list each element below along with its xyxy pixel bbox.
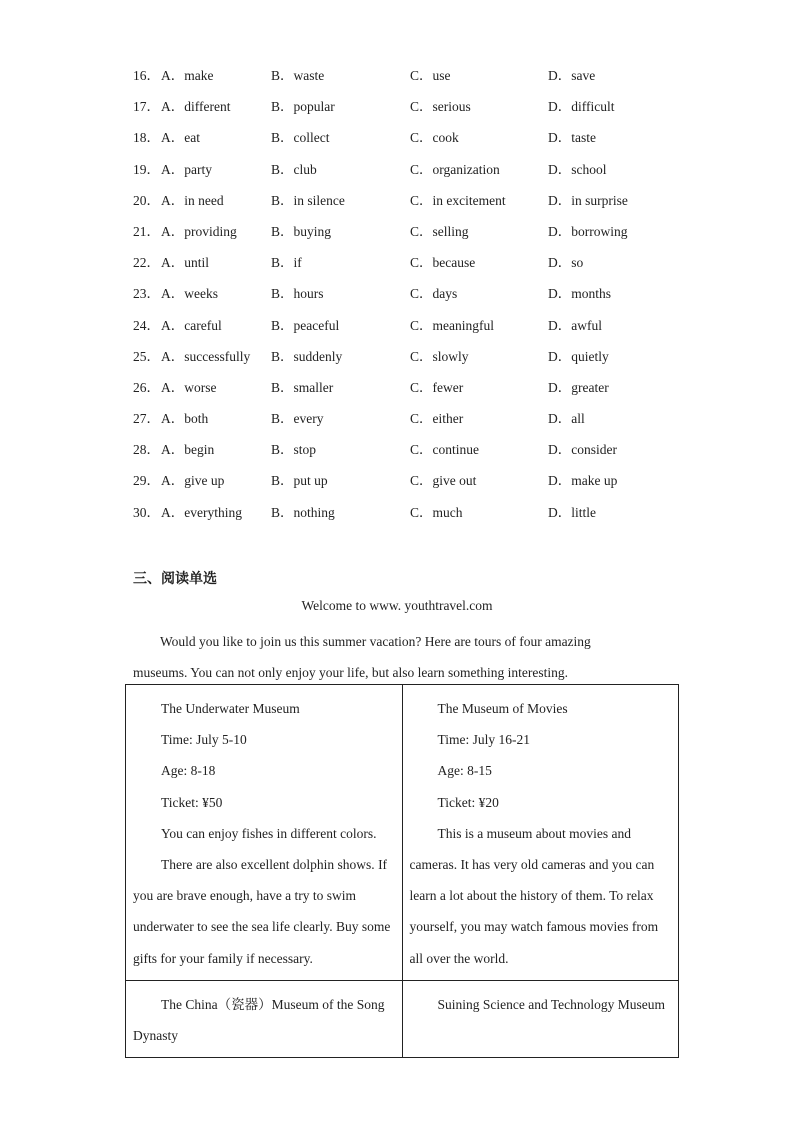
- museum-name: The Underwater Museum: [161, 701, 300, 716]
- option-text: little: [571, 504, 596, 520]
- option-c: [410, 156, 548, 187]
- option-letter: C．: [410, 130, 433, 146]
- option-d: [548, 249, 668, 280]
- option-text: organization: [432, 161, 500, 177]
- museum-description-1: You can enjoy fishes in different colors.: [161, 825, 377, 841]
- museum-age: Age: 8-15: [437, 763, 492, 779]
- option-letter: D．: [548, 255, 572, 271]
- option-text: greater: [571, 379, 609, 395]
- movies-museum-cell: [402, 685, 679, 981]
- option-text: suddenly: [293, 348, 343, 364]
- question-number: 29．: [133, 473, 160, 489]
- option-b: [271, 187, 410, 218]
- option-d: [548, 62, 668, 93]
- option-text: school: [571, 161, 607, 177]
- option-text: so: [571, 255, 584, 271]
- passage-title: Welcome to www. youthtravel.com: [301, 598, 493, 613]
- option-letter: C．: [410, 68, 433, 83]
- option-text: serious: [432, 99, 471, 115]
- museum-description-2-rest: If you are brave enough, have a try to swim underwater to see the sea life clearly. Buy some gifts for your family if necessary.: [133, 857, 391, 966]
- option-letter: D．: [548, 348, 572, 364]
- option-text: successfully: [184, 348, 251, 364]
- question-row: [133, 93, 693, 124]
- option-a: [161, 93, 271, 124]
- option-text: consider: [571, 442, 617, 458]
- museum-name-line-1: Suining Science and Technology: [437, 996, 615, 1012]
- option-text: use: [432, 68, 451, 83]
- option-letter: B．: [271, 286, 294, 302]
- option-letter: D．: [548, 379, 572, 395]
- question-row: [133, 62, 693, 93]
- option-text: give out: [432, 473, 477, 489]
- option-d: [548, 124, 668, 155]
- option-c: [410, 343, 548, 374]
- option-text: club: [293, 161, 317, 177]
- option-text: all: [571, 411, 585, 427]
- option-letter: C．: [410, 286, 433, 302]
- option-letter: D．: [548, 317, 572, 333]
- option-letter: B．: [271, 504, 294, 520]
- question-row: [133, 374, 693, 405]
- museum-name: The Museum of Movies: [437, 701, 568, 716]
- option-a: [161, 467, 271, 498]
- option-c: [410, 280, 548, 311]
- option-text: because: [432, 255, 476, 271]
- option-text: every: [293, 411, 324, 427]
- option-d: [548, 343, 668, 374]
- option-a: [161, 124, 271, 155]
- passage-intro: [133, 626, 693, 688]
- question-number: 26．: [133, 379, 160, 395]
- option-text: if: [293, 255, 302, 271]
- option-c: [410, 187, 548, 218]
- option-b: [271, 280, 410, 311]
- museum-description-1-rest: cameras. It has very old cameras and you can learn a lot about the history of them. To relax yourself, you may watch famous movies from all over the world.: [409, 857, 659, 966]
- table-row: [126, 980, 679, 1057]
- option-letter: C．: [410, 504, 433, 520]
- museum-name: [133, 989, 396, 1051]
- option-a: [161, 156, 271, 187]
- option-letter: D．: [548, 504, 572, 520]
- museum-name-line-2: Museum: [617, 996, 666, 1012]
- question-number: 22．: [133, 255, 160, 271]
- option-text: popular: [293, 99, 335, 115]
- option-b: [271, 343, 410, 374]
- option-letter: B．: [271, 411, 294, 427]
- option-letter: C．: [410, 442, 433, 458]
- option-letter: B．: [271, 379, 294, 395]
- option-letter: A．: [161, 223, 185, 239]
- option-letter: A．: [161, 286, 185, 302]
- option-c: [410, 218, 548, 249]
- question-number: 24．: [133, 317, 160, 333]
- option-letter: C．: [410, 161, 433, 177]
- option-letter: D．: [548, 411, 572, 427]
- question-number: 16．: [133, 68, 160, 83]
- option-d: [548, 93, 668, 124]
- option-a: [161, 405, 271, 436]
- option-d: [548, 218, 668, 249]
- option-c: [410, 499, 548, 530]
- option-text: taste: [571, 130, 596, 146]
- option-text: meaningful: [432, 317, 494, 333]
- option-text: everything: [184, 504, 242, 520]
- question-row: [133, 436, 693, 467]
- option-text: difficult: [571, 99, 615, 115]
- question-row: [133, 467, 693, 498]
- option-text: days: [432, 286, 458, 302]
- option-text: either: [432, 411, 464, 427]
- option-text: collect: [293, 130, 330, 146]
- option-a: [161, 62, 271, 93]
- option-letter: C．: [410, 255, 433, 271]
- question-number: 27．: [133, 411, 160, 427]
- option-text: give up: [184, 473, 225, 489]
- option-letter: D．: [548, 99, 572, 115]
- option-d: [548, 405, 668, 436]
- option-letter: A．: [161, 192, 185, 208]
- option-d: [548, 156, 668, 187]
- option-letter: A．: [161, 99, 185, 115]
- intro-line-2: museums. You can not only enjoy your life, but also learn something interesting.: [133, 665, 568, 680]
- question-row: [133, 405, 693, 436]
- option-letter: A．: [161, 68, 185, 83]
- option-letter: A．: [161, 255, 185, 271]
- question-row: [133, 249, 693, 280]
- option-b: [271, 405, 410, 436]
- option-letter: B．: [271, 192, 294, 208]
- option-text: continue: [432, 442, 480, 458]
- suining-museum-cell: [402, 980, 679, 1057]
- option-letter: B．: [271, 223, 294, 239]
- question-number: 23．: [133, 286, 160, 302]
- museum-description-1: [410, 818, 673, 974]
- option-text: make: [184, 68, 214, 83]
- question-row: [133, 280, 693, 311]
- option-text: buying: [293, 223, 332, 239]
- option-letter: A．: [161, 161, 185, 177]
- question-row: [133, 187, 693, 218]
- option-letter: A．: [161, 442, 185, 458]
- option-letter: D．: [548, 473, 572, 489]
- museum-description-1-start: This is a museum about movies and: [437, 825, 631, 841]
- option-letter: D．: [548, 68, 572, 83]
- china-museum-cell: [126, 980, 403, 1057]
- question-row: [133, 124, 693, 155]
- option-d: [548, 436, 668, 467]
- question-row: [133, 343, 693, 374]
- option-b: [271, 156, 410, 187]
- option-text: worse: [184, 379, 217, 395]
- option-text: stop: [293, 442, 317, 458]
- option-letter: A．: [161, 317, 185, 333]
- option-letter: D．: [548, 130, 572, 146]
- option-text: party: [184, 161, 212, 177]
- option-letter: A．: [161, 130, 185, 146]
- option-text: hours: [293, 286, 324, 302]
- option-text: in surprise: [571, 192, 628, 208]
- option-letter: D．: [548, 192, 572, 208]
- option-letter: C．: [410, 192, 433, 208]
- underwater-museum-cell: [126, 685, 403, 981]
- option-text: months: [571, 286, 612, 302]
- option-c: [410, 467, 548, 498]
- question-number: 30．: [133, 504, 160, 520]
- option-text: waste: [293, 68, 325, 83]
- option-letter: D．: [548, 161, 572, 177]
- question-row: [133, 499, 693, 530]
- option-b: [271, 124, 410, 155]
- option-letter: B．: [271, 442, 294, 458]
- option-text: fewer: [432, 379, 464, 395]
- question-number: 17．: [133, 99, 160, 115]
- museum-description-2-start: There are also excellent dolphin shows.: [161, 857, 375, 873]
- option-d: [548, 467, 668, 498]
- option-text: providing: [184, 223, 237, 239]
- option-letter: D．: [548, 286, 572, 302]
- option-letter: A．: [161, 379, 185, 395]
- option-c: [410, 93, 548, 124]
- option-a: [161, 436, 271, 467]
- option-d: [548, 187, 668, 218]
- option-c: [410, 405, 548, 436]
- museum-name-line-1: The China（瓷器）Museum of the Song: [161, 996, 385, 1012]
- option-text: make up: [571, 473, 618, 489]
- table-row: [126, 685, 679, 981]
- option-c: [410, 436, 548, 467]
- option-d: [548, 312, 668, 343]
- option-text: slowly: [432, 348, 469, 364]
- option-text: borrowing: [571, 223, 628, 239]
- option-text: cook: [432, 130, 459, 146]
- museum-name: [410, 989, 673, 1020]
- option-a: [161, 280, 271, 311]
- option-text: smaller: [293, 379, 334, 395]
- question-number: 18．: [133, 130, 160, 146]
- option-letter: C．: [410, 473, 433, 489]
- question-number: 19．: [133, 161, 160, 177]
- intro-line-1: Would you like to join us this summer vacation? Here are tours of four amazing: [160, 634, 591, 649]
- option-a: [161, 218, 271, 249]
- option-letter: C．: [410, 223, 433, 239]
- option-text: in silence: [293, 192, 345, 208]
- option-letter: B．: [271, 348, 294, 364]
- option-d: [548, 280, 668, 311]
- option-text: begin: [184, 442, 215, 458]
- option-b: [271, 93, 410, 124]
- option-letter: C．: [410, 317, 433, 333]
- option-a: [161, 499, 271, 530]
- option-letter: B．: [271, 473, 294, 489]
- option-b: [271, 499, 410, 530]
- option-letter: B．: [271, 130, 294, 146]
- option-text: nothing: [293, 504, 335, 520]
- option-letter: A．: [161, 348, 185, 364]
- question-row: [133, 218, 693, 249]
- option-c: [410, 62, 548, 93]
- option-letter: C．: [410, 348, 433, 364]
- option-b: [271, 218, 410, 249]
- museum-age: Age: 8-18: [161, 763, 216, 779]
- option-letter: C．: [410, 99, 433, 115]
- option-a: [161, 343, 271, 374]
- option-text: selling: [432, 223, 469, 239]
- question-number: 25．: [133, 348, 160, 364]
- question-row: [133, 156, 693, 187]
- option-b: [271, 312, 410, 343]
- option-text: in excitement: [432, 192, 506, 208]
- option-c: [410, 312, 548, 343]
- question-number: 21．: [133, 223, 160, 239]
- option-letter: C．: [410, 379, 433, 395]
- question-row: [133, 312, 693, 343]
- option-a: [161, 187, 271, 218]
- option-d: [548, 499, 668, 530]
- option-letter: B．: [271, 68, 294, 83]
- option-b: [271, 467, 410, 498]
- option-b: [271, 62, 410, 93]
- museum-name-line-2: Dynasty: [133, 1028, 178, 1044]
- museum-ticket: Ticket: ¥20: [437, 794, 499, 810]
- cloze-options-list: [133, 62, 693, 530]
- option-letter: A．: [161, 473, 185, 489]
- option-letter: D．: [548, 442, 572, 458]
- option-b: [271, 249, 410, 280]
- option-letter: B．: [271, 255, 294, 271]
- option-text: eat: [184, 130, 200, 146]
- option-letter: D．: [548, 223, 572, 239]
- option-letter: A．: [161, 504, 185, 520]
- option-a: [161, 374, 271, 405]
- museum-ticket: Ticket: ¥50: [161, 794, 223, 810]
- option-text: both: [184, 411, 209, 427]
- option-c: [410, 124, 548, 155]
- option-text: weeks: [184, 286, 218, 302]
- option-text: different: [184, 99, 231, 115]
- option-b: [271, 436, 410, 467]
- option-text: put up: [293, 473, 328, 489]
- option-letter: B．: [271, 161, 294, 177]
- museum-time: Time: July 16-21: [437, 732, 531, 748]
- question-number: 20．: [133, 192, 160, 208]
- option-text: careful: [184, 317, 222, 333]
- option-letter: A．: [161, 411, 185, 427]
- option-b: [271, 374, 410, 405]
- question-number: 28．: [133, 442, 160, 458]
- option-letter: B．: [271, 317, 294, 333]
- option-c: [410, 374, 548, 405]
- option-text: awful: [571, 317, 602, 333]
- option-text: quietly: [571, 348, 609, 364]
- option-text: peaceful: [293, 317, 340, 333]
- option-letter: C．: [410, 411, 433, 427]
- museum-table: [125, 684, 679, 1058]
- option-text: save: [571, 68, 596, 83]
- museum-time: Time: July 5-10: [161, 732, 247, 748]
- museum-description-2: [133, 849, 396, 974]
- option-text: until: [184, 255, 210, 271]
- section-title: 三、阅读单选: [133, 571, 217, 587]
- option-d: [548, 374, 668, 405]
- option-letter: B．: [271, 99, 294, 115]
- option-text: much: [432, 504, 463, 520]
- option-a: [161, 312, 271, 343]
- option-c: [410, 249, 548, 280]
- option-a: [161, 249, 271, 280]
- option-text: in need: [184, 192, 224, 208]
